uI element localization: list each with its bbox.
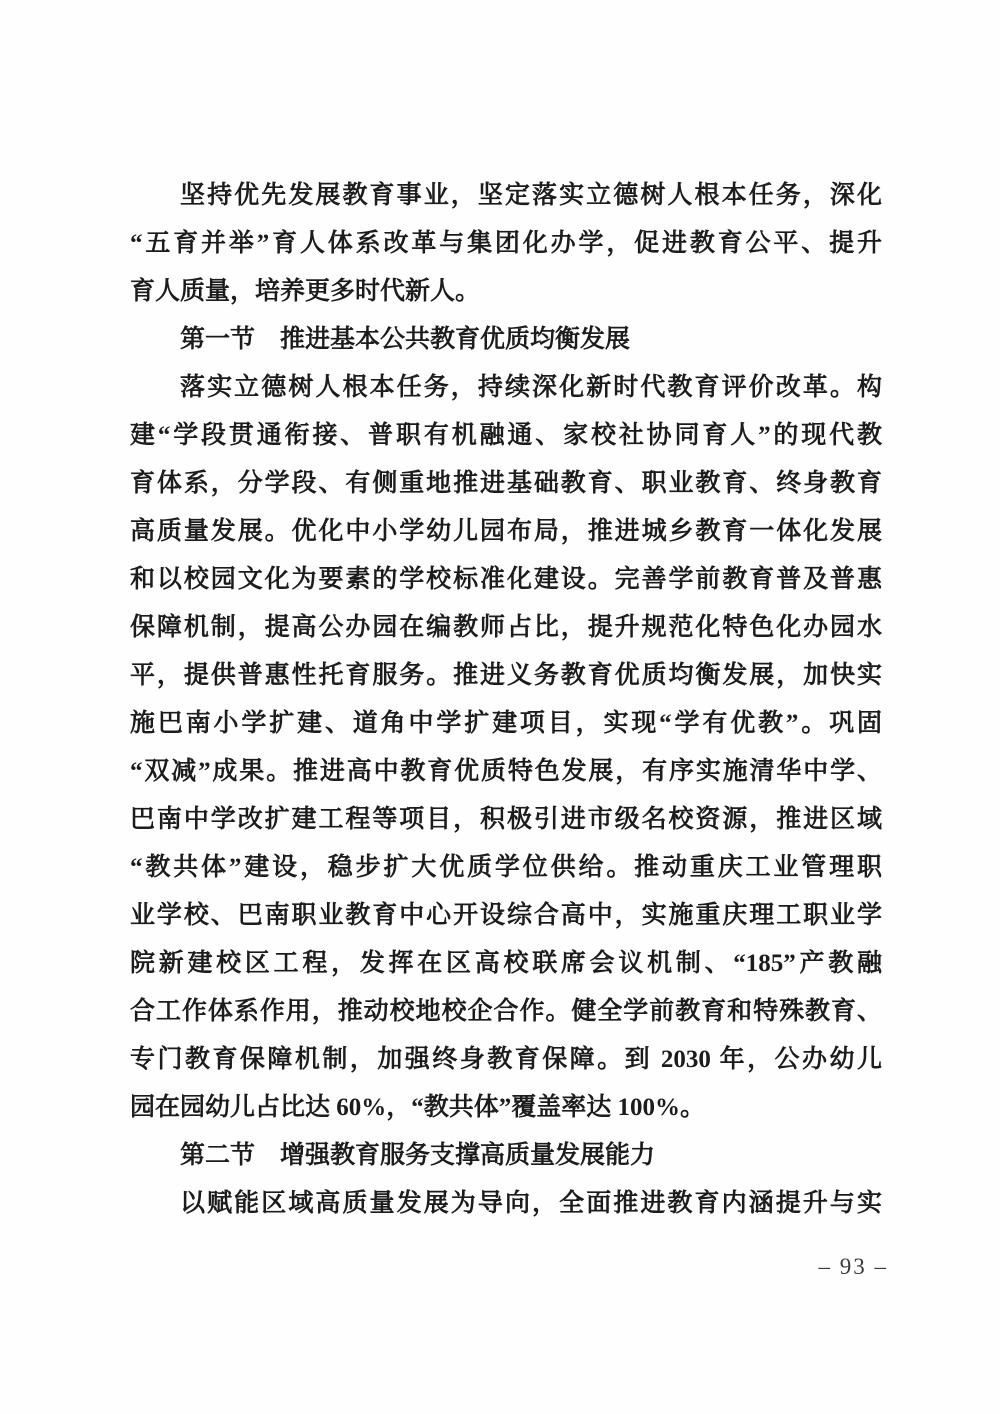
paragraph-line: 专门教育保障机制，加强终身教育保障。到 2030 年，公办幼儿 (130, 1046, 882, 1073)
paragraph-line: “双减”成果。推进高中教育优质特色发展，有序实施清华中学、 (130, 758, 882, 785)
paragraph-line: 施巴南小学扩建、道角中学扩建项目，实现“学有优教”。巩固 (130, 710, 882, 737)
paragraph-line: 保障机制，提高公办园在编教师占比，提升规范化特色化办园水 (130, 614, 882, 641)
paragraph-line: 以赋能区域高质量发展为导向，全面推进教育内涵提升与实 (180, 1190, 882, 1217)
paragraph-line: 落实立德树人根本任务，持续深化新时代教育评价改革。构 (180, 374, 882, 401)
page-number: – 93 – (818, 1254, 888, 1279)
paragraph-line: 建“学段贯通衔接、普职有机融通、家校社协同育人”的现代教 (130, 422, 882, 449)
paragraph-line: 育体系，分学段、有侧重地推进基础教育、职业教育、终身教育 (130, 470, 882, 497)
paragraph-line: 高质量发展。优化中小学幼儿园布局，推进城乡教育一体化发展 (130, 518, 882, 545)
paragraph-line: 业学校、巴南职业教育中心开设综合高中，实施重庆理工职业学 (130, 902, 882, 929)
paragraph-line: 和以校园文化为要素的学校标准化建设。完善学前教育普及普惠 (130, 566, 882, 593)
section-heading: 第二节 增强教育服务支撑高质量发展能力 (180, 1142, 656, 1169)
paragraph-line: 合工作体系作用，推动校地校企合作。健全学前教育和特殊教育、 (130, 998, 882, 1025)
paragraph-line: 坚持优先发展教育事业，坚定落实立德树人根本任务，深化 (180, 182, 882, 209)
body-text (130, 172, 882, 1228)
paragraph-line: 育人质量，培养更多时代新人。 (130, 278, 481, 305)
paragraph-line: 巴南中学改扩建工程等项目，积极引进市级名校资源，推进区域 (130, 806, 882, 833)
paragraph-line: 院新建校区工程，发挥在区高校联席会议机制、“185”产教融 (130, 950, 882, 977)
paragraph-line: “教共体”建设，稳步扩大优质学位供给。推动重庆工业管理职 (130, 854, 882, 881)
paragraph-line: 平，提供普惠性托育服务。推进义务教育优质均衡发展，加快实 (130, 662, 882, 689)
paragraph-line: “五育并举”育人体系改革与集团化办学，促进教育公平、提升 (130, 230, 882, 257)
section-heading: 第一节 推进基本公共教育优质均衡发展 (180, 326, 631, 353)
paragraph-line: 园在园幼儿占比达 60%，“教共体”覆盖率达 100%。 (130, 1094, 706, 1121)
